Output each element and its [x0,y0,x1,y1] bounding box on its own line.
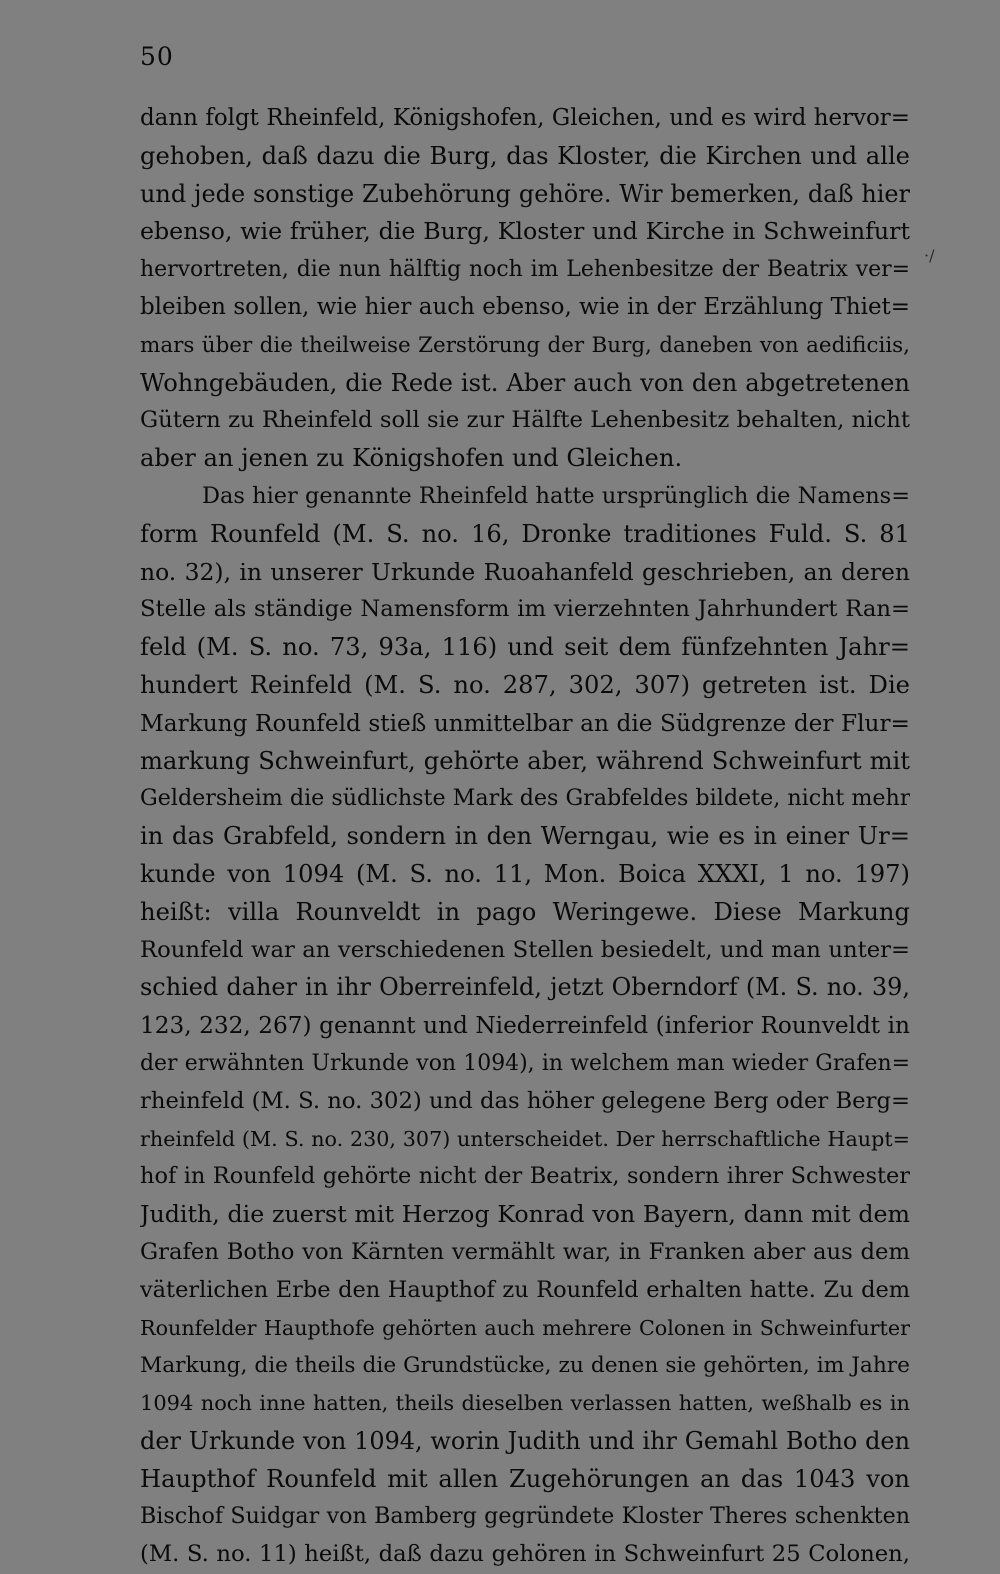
text-line: ebenso, wie früher, die Burg, Kloster und Kirche in Schweinfurt [140,217,910,246]
text-line: mars über die theilweise Zerstörung der Burg, daneben von aedificiis, [140,332,910,358]
text-line: Markung Rounfeld stieß unmittelbar an die Südgrenze der Flur= [140,709,910,737]
text-line: form Rounfeld (M. S. no. 16, Dronke traditiones Fuld. S. 81 [140,519,910,548]
text-line: 123, 232, 267) genannt und Niederreinfeld (inferior Rounveldt in [140,1012,910,1040]
text-line: Rounfelder Haupthofe gehörten auch mehrere Colonen in Schweinfurter [140,1315,910,1340]
text-line: rheinfeld (M. S. no. 230, 307) unterscheidet. Der herrschaftliche Haupt= [140,1126,910,1151]
text-line: feld (M. S. no. 73, 93a, 116) und seit dem fünfzehnten Jahr= [140,633,910,662]
text-line: gehoben, daß dazu die Burg, das Kloster, die Kirchen und alle [140,141,910,170]
text-line: hundert Reinfeld (M. S. no. 287, 302, 307) getreten ist. Die [140,670,910,699]
margin-mark: ·/ [924,246,935,265]
text-line: und jede sonstige Zubehörung gehöre. Wir bemerken, daß hier [140,179,910,208]
page-number: 50 [140,42,174,71]
paragraph-start-line: Das hier genannte Rheinfeld hatte ursprünglich die Namens= [202,482,910,509]
text-line: bleiben sollen, wie hier auch ebenso, wie in der Erzählung Thiet= [140,293,910,320]
body-text [140,100,910,1574]
text-line: heißt: villa Rounveldt in pago Weringewe. Diese Markung [140,897,910,926]
text-line: Judith, die zuerst mit Herzog Konrad von Bayern, dann mit dem [140,1200,910,1229]
text-line: no. 32), in unserer Urkunde Ruoahanfeld geschrieben, an deren [140,557,910,586]
paragraph-end-line: aber an jenen zu Königshofen und Gleichen. [140,444,683,473]
text-line: rheinfeld (M. S. no. 302) und das höher gelegene Berg oder Berg= [140,1087,910,1114]
text-line: dann folgt Rheinfeld, Königshofen, Gleichen, und es wird hervor= [140,105,910,131]
text-line: hof in Rounfeld gehörte nicht der Beatrix, sondern ihrer Schwester [140,1163,910,1190]
text-line: 1094 noch inne hatten, theils dieselben verlassen hatten, weßhalb es in [140,1391,910,1416]
text-line: schied daher in ihr Oberreinfeld, jetzt Oberndorf (M. S. no. 39, [140,973,910,1002]
text-line: Markung, die theils die Grundstücke, zu denen sie gehörten, im Jahre [140,1353,910,1379]
text-line: väterlichen Erbe den Haupthof zu Rounfeld erhalten hatte. Zu dem [140,1276,910,1303]
text-line: Rounfeld war an verschiedenen Stellen besiedelt, und man unter= [140,936,910,963]
text-line: hervortreten, die nun hälftig noch im Lehenbesitze der Beatrix ver= [140,257,910,283]
text-line: Bischof Suidgar von Bamberg gegründete Kloster Theres schenkten [140,1503,910,1530]
text-line: Grafen Botho von Kärnten vermählt war, in Franken aber aus dem [140,1238,910,1265]
text-line: Haupthof Rounfeld mit allen Zugehörungen an das 1043 von [140,1464,910,1493]
text-line: kunde von 1094 (M. S. no. 11, Mon. Boica XXXI, 1 no. 197) [140,859,910,888]
text-line: Wohngebäuden, die Rede ist. Aber auch von den abgetretenen [140,368,910,397]
text-line: (M. S. no. 11) heißt, daß dazu gehören in Schweinfurt 25 Colonen, [140,1541,910,1568]
text-line: markung Schweinfurt, gehörte aber, während Schweinfurt mit [140,746,910,775]
text-line: der Urkunde von 1094, worin Judith und ihr Gemahl Botho den [140,1426,910,1455]
text-line: Geldersheim die südlichste Mark des Grabfeldes bildete, nicht mehr [140,785,910,812]
text-line: in das Grabfeld, sondern in den Werngau, wie es in einer Ur= [140,822,910,851]
text-line: Gütern zu Rheinfeld soll sie zur Hälfte Lehenbesitz behalten, nicht [140,407,910,434]
text-line: der erwähnten Urkunde von 1094), in welchem man wieder Grafen= [140,1050,910,1076]
text-line: Stelle als ständige Namensform im vierzehnten Jahrhundert Ran= [140,596,910,623]
